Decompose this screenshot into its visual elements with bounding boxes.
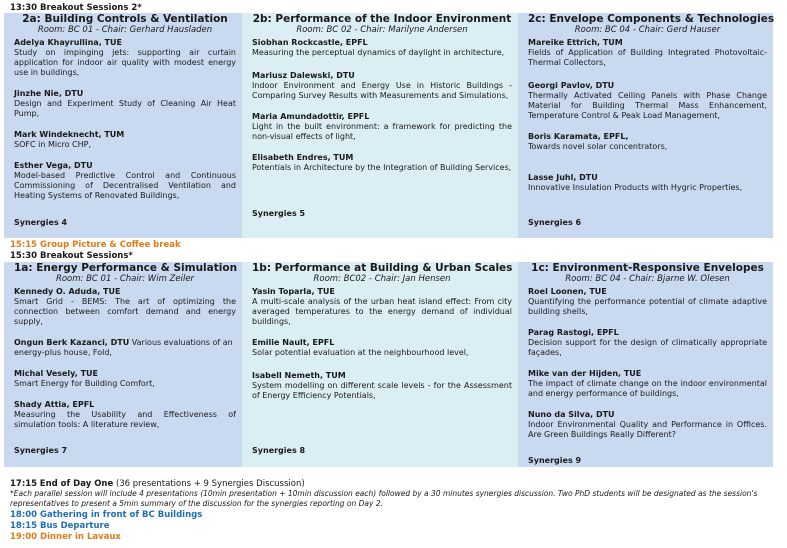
slot-coffee	[10, 240, 181, 250]
slot-time: 17:15	[10, 479, 38, 489]
presentation: Michal Vesely, TUE Smart Energy for Building Comfort,	[14, 369, 155, 388]
slot-dinner	[10, 532, 121, 542]
session-title: 2c: Envelope Components & Technologies	[528, 13, 775, 25]
presentation: Esther Vega, DTU Model-based Predictive Control and Continuous Commissioning of Decentralised Ventilation and Heating Systems of Renovated Buildings,	[14, 161, 236, 200]
session-title: 1c: Environment-Responsive Envelopes	[531, 262, 764, 274]
slot-time: 15:30	[10, 251, 38, 261]
presentation: Georgi Pavlov, DTU Thermally Activated Ceiling Panels with Phase Change Material for Building Thermal Mass Enhancement, Temperature Control & Peak Load Management,	[528, 81, 767, 120]
session-2b	[242, 13, 518, 238]
presentation: Ongun Berk Kazanci, DTU Various evaluations of an energy-plus house, Fold,	[14, 338, 233, 357]
footnote: *Each parallel session will include 4 presentations (10min presentation + 10min discussion each) followed by a 30 minutes synergies discussion. Two PhD students will be designated as the session's representatives to present a 5min summary of the discussion for the synergies reporting on Day 2.	[10, 489, 758, 508]
session-room: Room: BC 01 - Chair: Gerhard Hausladen	[37, 25, 213, 35]
presentation: Mark Windeknecht, TUM SOFC in Micro CHP,	[14, 130, 125, 149]
presentation: Lasse Juhl, DTU Innovative Insulation Products with Hygric Properties,	[528, 173, 743, 192]
presentation: Shady Attia, EPFL Measuring the Usability and Effectiveness of simulation tools: A literature review,	[14, 400, 236, 429]
presentation: Maria Amundadottir, EPFL Light in the built environment: a framework for predicting the non-visual effects of light,	[252, 112, 512, 141]
slot-breakout2	[10, 3, 142, 13]
slot-label: End of Day One	[39, 479, 114, 489]
presentation: Boris Karamata, EPFL, Towards novel solar concentrators,	[528, 132, 668, 151]
session-room: Room: BC 04 - Chair: Bjarne W. Olesen	[565, 274, 730, 284]
synergies-label: Synergies 7	[14, 446, 68, 455]
slot-label: Bus Departure	[40, 521, 110, 531]
synergies-label: Synergies 6	[528, 218, 582, 227]
slot-gathering	[10, 510, 202, 520]
presentation: Jinzhe Nie, DTU Design and Experiment Study of Cleaning Air Heat Pump,	[14, 89, 236, 118]
session-1a	[4, 262, 242, 467]
presentation: Mike van der Hijden, TUE The impact of climate change on the indoor environmental and energy performance of buildings,	[528, 369, 767, 398]
presentation: Emilie Nault, EPFL Solar potential evaluation at the neighbourhood level,	[252, 338, 469, 357]
synergies-label: Synergies 4	[14, 218, 68, 227]
session-title: 1b: Performance at Building & Urban Scales	[252, 262, 513, 274]
presentation: Roel Loonen, TUE Quantifying the performance potential of climate adaptive building shells,	[528, 287, 767, 316]
presentation: Elisabeth Endres, TUM Potentials in Architecture by the Integration of Building Services,	[252, 153, 512, 172]
slot-end	[10, 479, 305, 489]
session-title: 1a: Energy Performance & Simulation	[14, 262, 238, 274]
slot-label: Breakout Sessions*	[40, 251, 133, 261]
slot-time: 18:15	[10, 521, 38, 531]
slot-label: Group Picture & Coffee break	[40, 240, 181, 250]
presentation: Kennedy O. Aduda, TUE Smart Grid - BEMS: The art of optimizing the connection between comfort demand and energy supply,	[14, 287, 236, 326]
presentation: Nuno da Silva, DTU Indoor Environmental Quality and Performance in Offices. Are Green Buildings Really Different?	[528, 410, 767, 439]
presentation: Parag Rastogi, EPFL Decision support for the design of climatically appropriate façades,	[528, 328, 767, 357]
slot-bus	[10, 521, 109, 531]
presentation: Adelya Khayrullina, TUE Study on impinging jets: supporting air curtain application for indoor air quality with modest energy use in buildings,	[14, 38, 236, 77]
session-room: Room: BC 01 - Chair: Wim Zeiler	[55, 274, 195, 284]
session-room: Room: BC 04 - Chair: Gerd Hauser	[574, 25, 721, 35]
presentation: Mariusz Dalewski, DTU Indoor Environment and Energy Use in Historic Buildings - Comparing Survey Results with Measurements and Simulations,	[252, 71, 512, 100]
slot-detail: (36 presentations + 9 Synergies Discussion)	[115, 479, 305, 489]
session-1b	[242, 262, 518, 467]
slot-label: Dinner in Lavaux	[40, 532, 121, 542]
presentation: Siobhan Rockcastle, EPFL Measuring the perceptual dynamics of daylight in architecture,	[252, 38, 505, 57]
synergies-label: Synergies 8	[252, 446, 306, 455]
slot-label: Breakout Sessions 2*	[40, 3, 142, 13]
slot-time: 18:00	[10, 510, 38, 520]
presentation: Isabell Nemeth, TUM System modelling on different scale levels - for the Assessment of Energy Efficiency Potentials,	[252, 371, 512, 400]
session-2a	[4, 13, 242, 238]
presentation: Mareike Ettrich, TUM Fields of Application of Building Integrated Photovoltaic-Thermal Collectors,	[528, 38, 767, 67]
slot-time: 19:00	[10, 532, 38, 542]
session-room: Room: BC02 - Chair: Jan Hensen	[313, 274, 451, 284]
session-room: Room: BC 02 - Chair: Marilyne Andersen	[296, 25, 468, 35]
synergies-label: Synergies 5	[252, 209, 306, 218]
synergies-label: Synergies 9	[528, 456, 582, 465]
session-title: 2a: Building Controls & Ventilation	[22, 13, 228, 25]
slot-time: 13:30	[10, 3, 38, 13]
slot-time: 15:15	[10, 240, 38, 250]
slot-label: Gathering in front of BC Buildings	[40, 510, 203, 520]
session-title: 2b: Performance of the Indoor Environment	[252, 13, 512, 25]
slot-breakout1	[10, 251, 133, 261]
session-2c	[518, 13, 773, 238]
session-1c	[518, 262, 773, 467]
presentation: Yasin Toparla, TUE A multi-scale analysis of the urban heat island effect: From city averaged temperatures to the energy demand of individual buildings,	[252, 287, 512, 326]
